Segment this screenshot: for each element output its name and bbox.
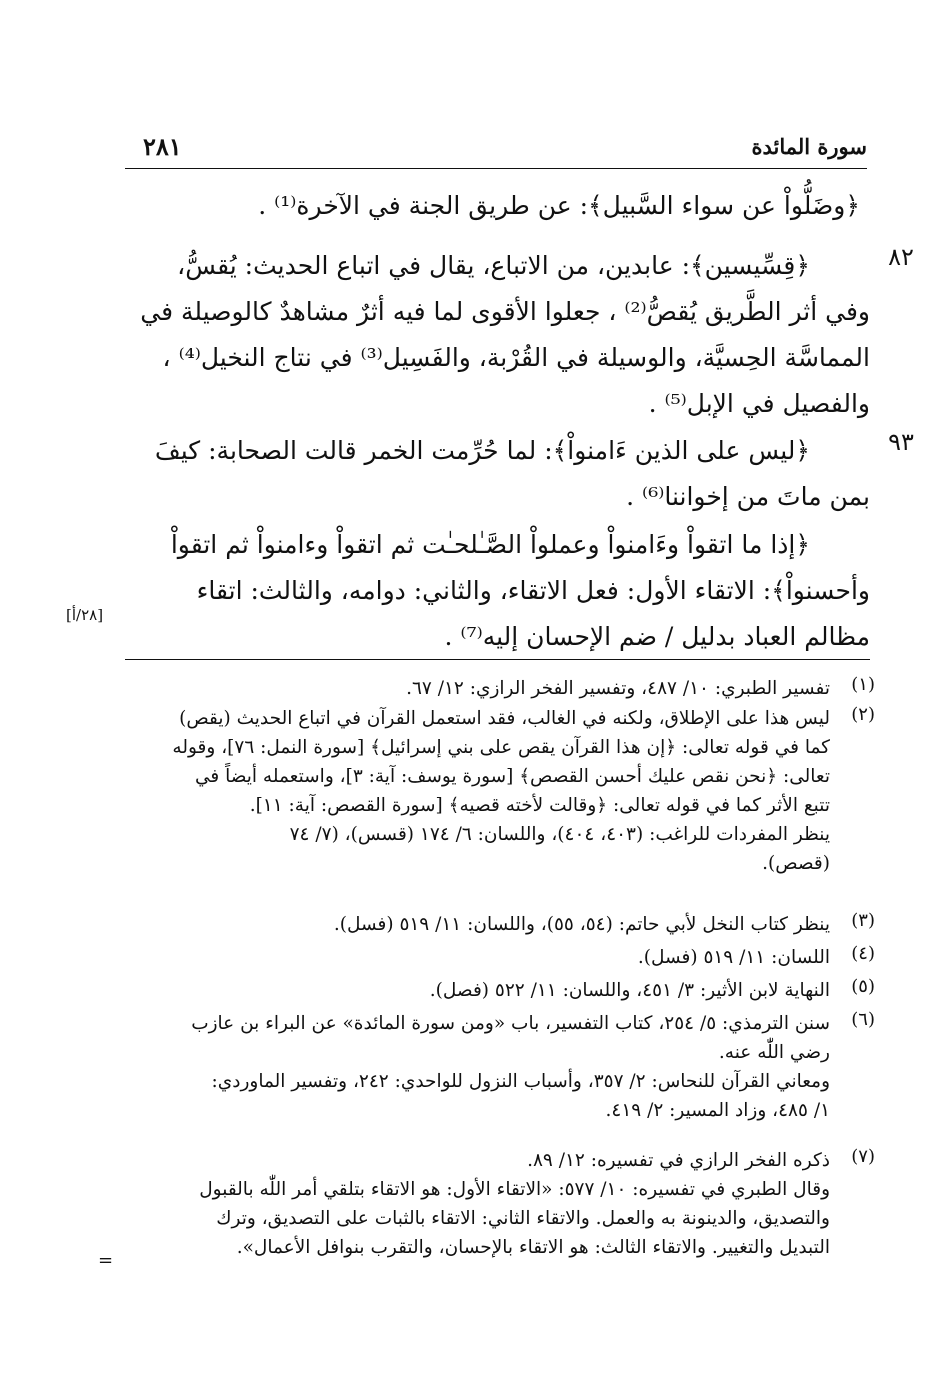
verse-number: ٨٢ — [888, 243, 914, 271]
footnote-number: (٦) — [851, 1009, 875, 1030]
entry-line: وأحسنواْ﴾: الاتقاء الأول: فعل الاتقاء، والثاني: دوامه، والثالث: اتقاء — [196, 576, 870, 605]
footnote — [125, 943, 875, 972]
footnote-number: (٥) — [851, 976, 875, 997]
footnote-line: ومعاني القرآن للنحاس: ٢/ ٣٥٧، وأسباب النزول للواحدي: ٢٤٢، وتفسير الماوردي: — [211, 1071, 830, 1092]
footnote-line: ينظر المفردات للراغب: (٤٠٣، ٤٠٤)، واللسان: ٦/ ١٧٤ (قسس)، (٧/ ٧٤ — [289, 824, 830, 845]
footnote — [125, 1009, 875, 1125]
chapter-title: سورة المائدة — [751, 134, 867, 159]
footnote-line: ينظر كتاب النخل لأبي حاتم: (٥٤، ٥٥)، واللسان: ١١/ ٥١٩ (فسل). — [333, 914, 830, 935]
verse-number: ٩٣ — [888, 428, 914, 456]
footnote-line: سنن الترمذي: ٥/ ٢٥٤، كتاب التفسير، باب «ومن سورة المائدة» عن البراء بن عازب — [191, 1013, 830, 1034]
entry-line: بمن ماتَ من إخواننا⁽⁶⁾ . — [626, 482, 870, 511]
manuscript-folio-mark: [٢٨/أ] — [66, 606, 104, 624]
commentary-entry — [125, 183, 870, 229]
footnote-line: النهاية لابن الأثير: ٣/ ٤٥١، واللسان: ١١/ ٥٢٢ (فصل). — [429, 980, 830, 1001]
footnote-line: رضي اللّٰه عنه. — [718, 1042, 830, 1063]
entry-line: المماسَّة الحِسيَّة، والوسيلة في القُرْبة، والفَسِيل⁽³⁾ في نتاج النخيل⁽⁴⁾ ، — [162, 343, 870, 372]
footnote-number: (٧) — [851, 1146, 875, 1167]
entry-line: والفصيل في الإبل⁽⁵⁾ . — [648, 389, 870, 418]
footnote-line: كما في قوله تعالى: ﴿إن هذا القرآن يقص على بني إسرائيل﴾ [سورة النمل: ٧٦]، وقوله — [172, 737, 830, 758]
footnote-number: (٤) — [851, 943, 875, 964]
entry-line: ﴿وضَلُّواْ عن سواء السَّبيل﴾: عن طريق الجنة في الآخرة⁽¹⁾ . — [258, 191, 860, 220]
footnote-line: التبديل والتغيير. والاتقاء الثالث: هو الاتقاء بالإحسان، والتقرب بنوافل الأعمال». — [236, 1237, 830, 1258]
entry-line: وفي أثر الطَّريق يُقصُّ⁽²⁾ ، جعلوا الأقوى لما فيه أثرٌ مشاهدٌ كالوصيلة في — [140, 297, 870, 326]
footnote-number: (١) — [851, 674, 875, 695]
footnote-line: والتصديق، والدينونة به والعمل. والاتقاء الثاني: الاتقاء بالثبات على التصديق، وترك — [216, 1208, 830, 1229]
page-number: ٢٨١ — [143, 132, 182, 161]
footnote-line: ذكره الفخر الرازي في تفسيره: ١٢/ ٨٩. — [527, 1150, 830, 1171]
commentary-entry — [125, 522, 870, 660]
entry-line: ﴿ليس على الذين ءَامنواْ﴾: لما حُرِّمت الخمر قالت الصحابة: كيفَ — [154, 436, 810, 465]
footnote-line: ١/ ٤٨٥، وزاد المسير: ٢/ ٤١٩. — [605, 1100, 830, 1121]
footnote-line: اللسان: ١١/ ٥١٩ (فسل). — [637, 947, 830, 968]
footnote-divider — [125, 659, 870, 660]
commentary-entry — [125, 243, 914, 427]
footnote-line: تفسير الطبري: ١٠/ ٤٨٧، وتفسير الفخر الرازي: ١٢/ ٦٧. — [406, 678, 830, 699]
footnote — [125, 674, 875, 703]
footnote — [125, 1146, 875, 1262]
footnote-line: ليس هذا على الإطلاق، ولكنه في الغالب، فقد استعمل القرآن في اتباع الحديث (يقص) — [179, 708, 830, 729]
footnote — [125, 704, 875, 878]
commentary-entry — [125, 428, 914, 520]
footnote-number: (٢) — [851, 704, 875, 725]
footnote-line: تتبع الأثر كما في قوله تعالى: ﴿وقالت لأخته قصيه﴾ [سورة القصص: آية: ١١]. — [249, 795, 830, 816]
footnote-line: تعالى: ﴿نحن نقص عليك أحسن القصص﴾ [سورة يوسف: آية: ٣]، واستعمله أيضاً في — [194, 766, 830, 787]
continuation-mark: = — [98, 1250, 114, 1271]
entry-line: ﴿إذا ما اتقواْ وءَامنواْ وعملواْ الصَّـٰلحـٰت ثم اتقواْ وءامنواْ ثم اتقواْ — [170, 530, 810, 559]
footnote-line: وقال الطبري في تفسيره: ١٠/ ٥٧٧: «الاتقاء الأول: هو الاتقاء بتلقي أمر اللّٰه بالقبول — [199, 1179, 830, 1200]
entry-line: ﴿قِسِّيسين﴾: عابدين، من الاتباع، يقال في اتباع الحديث: يُقسُّ، — [177, 251, 810, 280]
footnote — [125, 976, 875, 1005]
entry-line: مظالم العباد بدليل / ضم الإحسان إليه⁽⁷⁾ . — [444, 622, 870, 651]
page-header — [125, 132, 867, 169]
footnote — [125, 910, 875, 939]
footnote-line: (قصص). — [762, 853, 830, 874]
footnote-number: (٣) — [851, 910, 875, 931]
